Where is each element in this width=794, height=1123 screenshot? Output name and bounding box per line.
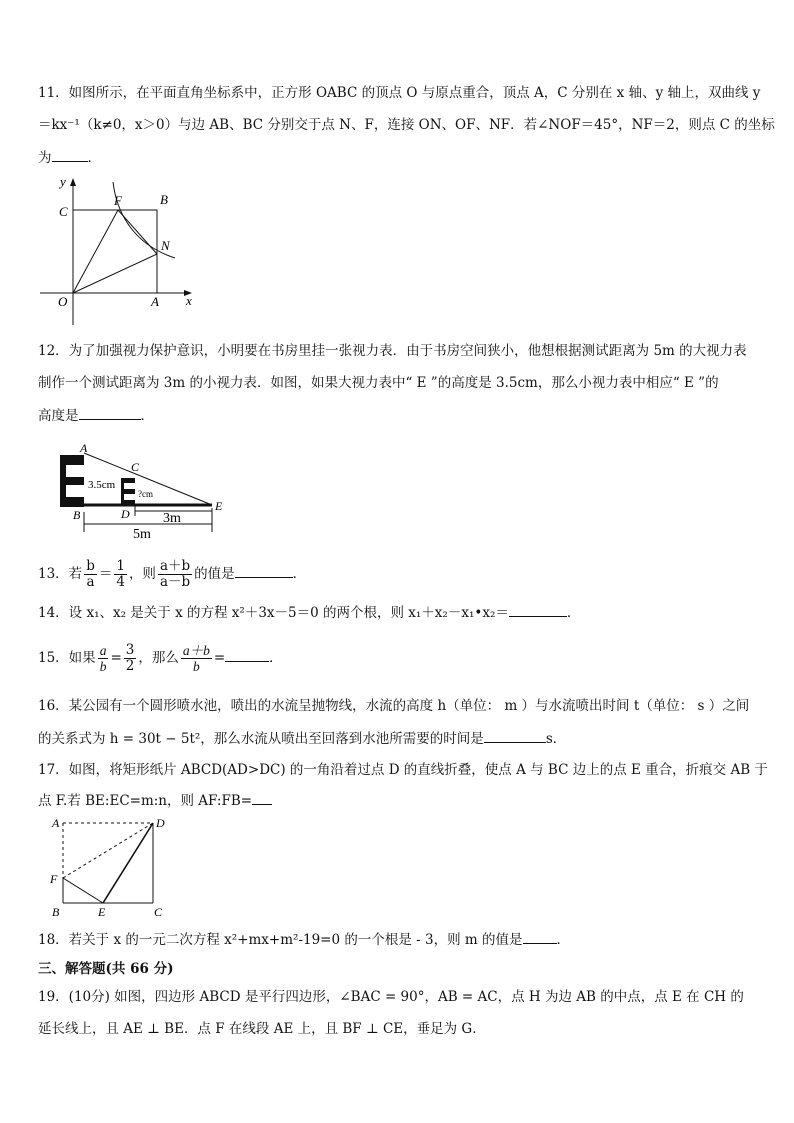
q19-line2: 延长线上，且 AE ⊥ BE．点 F 在线段 AE 上，且 BF ⊥ CE，垂足为 G． [38,1021,486,1037]
q15-post: = [213,650,226,666]
q13-eq: ＝ [98,566,113,582]
q13-frac3-den: a－b [159,574,191,590]
q11-label-A: A [151,294,159,309]
q19-line1: 19．(10分) 如图，四边形 ABCD 是平行四边形，∠BAC = 90°，AB = AC，点 H 为边 AB 的中点，点 E 在 CH 的 [38,989,744,1005]
q15-frac2-den: 2 [125,658,135,674]
q11-line1: 11．如图所示，在平面直角坐标系中，正方形 OABC 的顶点 O 与原点重合，顶点 A，C 分别在 x 轴、y 轴上，双曲线 y [38,85,761,101]
q15-pre: 15．如果 [38,650,96,666]
q17-label-B: B [52,905,60,919]
q17-label-E: E [98,905,106,919]
q11-line3-pre: 为 [38,150,52,166]
q15-frac3-den: b [192,659,200,674]
q11-figure [40,170,200,330]
q13-answer-blank [235,564,293,578]
q11-label-x: x [186,293,192,308]
q13-frac1-num: b [86,558,95,574]
q15-eq: = [110,650,122,666]
q12-label-C: C [131,460,140,474]
q16-answer-blank [484,729,546,743]
q13-frac-b-over-a [84,559,97,590]
q11-label-N: N [161,238,170,253]
q18-text: 18．若关于 x 的一元二次方程 x²+mx+m²-19=0 的一个根是 - 3，则 m 的值是 [38,932,523,948]
q12-label-5m: 5m [133,527,151,542]
q11-label-B: B [160,192,168,207]
q18-answer-blank [523,930,557,944]
q12-figure [55,440,235,540]
q11-answer-blank [52,148,88,162]
q13-post: 的值是 [194,566,235,582]
q15-line [38,640,283,676]
q12-label-E: E [215,499,223,513]
q13-pre: 13．若 [38,566,83,582]
q17-label-C: C [154,905,163,919]
q11-label-O: O [58,294,68,309]
q12-line2: 制作一个测试距离为 3m 的小视力表．如图，如果大视力表中“ E ”的高度是 3.5cm，那么小视力表中相应“ E ”的 [38,375,719,391]
q12-label-A: A [80,441,88,455]
q14-line [38,603,580,622]
q15-mid: ，那么 [138,650,179,666]
q12-line3 [38,406,154,425]
q17-figure [45,812,175,922]
q17-answer-blank [252,791,272,805]
q18-end: ． [556,932,570,948]
q12-answer-blank [79,406,141,420]
q11-label-C: C [59,204,68,219]
q16-line1: 16．某公园有一个圆形喷水池，喷出的水流呈抛物线，水流的高度 h（单位： m ）与水流喷出时间 t（单位： s ）之间 [38,698,750,714]
q17-label-F: F [50,872,58,886]
q14-end: ． [566,605,581,621]
q14-text: 14．设 x₁、x₂ 是关于 x 的方程 x²＋3x－5＝0 的两个根，则 x₁＋x₂－x₁•x₂＝ [38,605,509,621]
section3-heading: 三、解答题(共 66 分) [38,961,174,977]
q15-frac-3-over-2 [124,643,137,674]
q13-mid: ，则 [128,566,156,582]
q13-end: ． [292,566,307,582]
q17-line2-text: 点 F.若 BE:EC=m:n，则 AF:FB= [38,793,253,809]
q15-frac-a-over-b [98,643,109,674]
q16-line2-pre: 的关系式为 h = 30t − 5t²，那么水流从喷出至回落到水池所需要的时间是 [38,731,484,747]
q15-end: ． [269,650,283,666]
q13-frac1-den: a [86,574,95,590]
q13-frac-expr [158,559,192,590]
q12-label-big-height: 3.5cm [88,479,116,491]
q17-label-A: A [52,816,60,830]
q17-label-D: D [156,816,165,830]
q11-line3-post: ． [87,150,101,166]
q11-line3 [38,148,101,167]
q15-frac1-num: a [99,643,107,658]
q17-line1: 17．如图，将矩形纸片 ABCD(AD>DC) 的一角沿着过点 D 的直线折叠，使点 A 与 BC 边上的点 E 重合，折痕交 AB 于 [38,762,768,778]
q17-line2 [38,791,272,810]
q11-label-y: y [60,174,66,189]
q12-label-3m: 3m [163,511,181,526]
q11-line2: ＝kx⁻¹（k≠0，x＞0）与边 AB、BC 分别交于点 N、F，连接 ON、OF、NF．若∠NOF＝45°，NF＝2，则点 C 的坐标 [38,117,775,133]
q15-frac-expr [181,643,212,674]
q15-frac1-den: b [99,659,107,674]
q16-line2-post: s． [545,731,567,747]
q13-frac2-den: 4 [116,574,125,590]
q12-label-D: D [121,507,130,521]
q12-line3-post: ． [140,408,154,424]
q12-line1: 12．为了加强视力保护意识，小明要在书房里挂一张视力表．由于书房空间狭小，他想根据测试距离为 5m 的大视力表 [38,343,747,359]
q12-label-B: B [73,508,81,522]
q13-line [38,556,306,592]
q11-label-F: F [114,193,122,208]
q13-frac2-num: 1 [116,558,125,574]
q13-frac3-num: a＋b [159,558,191,574]
q12-label-small-height: ?cm [138,489,153,499]
q15-answer-blank [225,648,269,662]
q15-frac2-num: 3 [125,642,135,658]
q18-line [38,930,570,949]
q14-answer-blank [509,603,567,617]
q13-frac-1-over-4 [114,559,127,590]
q15-frac3-num: a＋b [182,643,210,658]
q16-line2 [38,729,566,748]
q12-line3-pre: 高度是 [38,408,79,424]
